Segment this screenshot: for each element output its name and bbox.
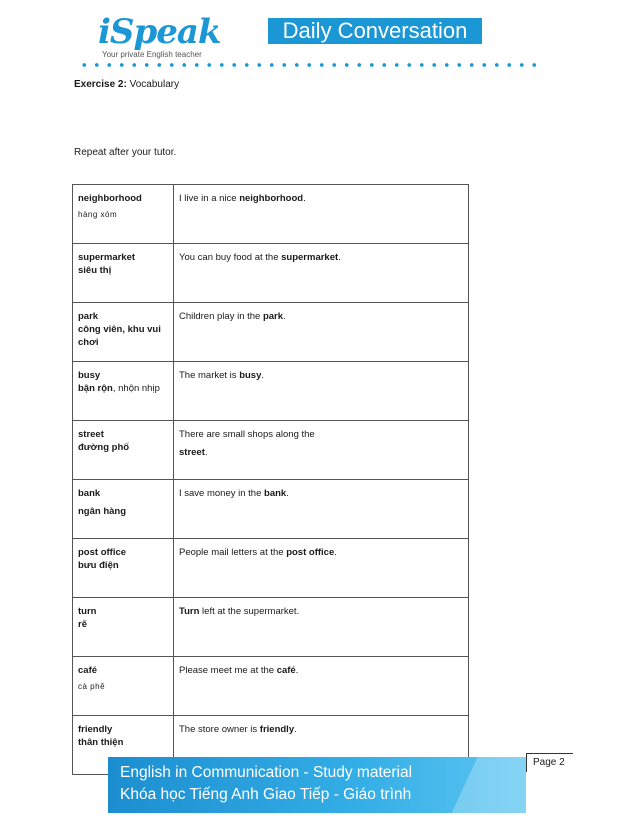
example-cell: [174, 303, 469, 362]
example-keyword: bank: [264, 488, 287, 499]
example-text: The market is: [179, 370, 240, 381]
vocab-word: busy: [78, 370, 101, 381]
vocabulary-table: [72, 184, 469, 775]
vocab-translation: công viên, khu vui chơi: [78, 324, 161, 348]
term-cell: [73, 657, 174, 716]
example-text-end: .: [303, 193, 306, 204]
example-keyword: post office: [286, 547, 335, 558]
exercise-label: Exercise 2:: [74, 79, 127, 90]
example-keyword: park: [262, 311, 284, 322]
term-cell: [73, 598, 174, 657]
vocab-translation-main: bận rộn: [78, 383, 113, 394]
example-text: I live in a nice: [179, 193, 240, 204]
example-keyword: busy: [239, 370, 262, 381]
example-text: I save money in the: [179, 488, 265, 499]
example-text: Children play in the: [179, 311, 263, 322]
term-cell: [73, 480, 174, 539]
table-row: [73, 657, 469, 716]
footer-line-english: English in Communication - Study material: [120, 764, 413, 781]
vocab-translation: rẽ: [78, 619, 87, 630]
example-keyword: Turn: [179, 606, 200, 617]
vocab-translation: cà phê: [78, 682, 106, 691]
example-cell: [174, 598, 469, 657]
vocab-word: café: [78, 665, 98, 676]
vocab-translation: đường phố: [78, 442, 130, 453]
logo-tagline: Your private English teacher: [102, 50, 202, 59]
vocab-word: supermarket: [78, 252, 136, 263]
table-row: [73, 480, 469, 539]
vocab-word: neighborhood: [78, 193, 142, 204]
exercise-title: Vocabulary: [126, 79, 180, 90]
table-row: [73, 303, 469, 362]
instruction-text: Repeat after your tutor.: [74, 147, 177, 158]
example-text-end: .: [286, 488, 289, 499]
term-cell: [73, 244, 174, 303]
vocab-translation: siêu thị: [78, 265, 112, 276]
footer-banner: [108, 757, 526, 813]
example-keyword: supermarket: [281, 252, 339, 263]
term-cell: [73, 539, 174, 598]
footer-line-vietnamese: Khóa học Tiếng Anh Giao Tiếp - Giáo trình: [120, 786, 412, 803]
table-row: [73, 539, 469, 598]
vocab-translation: hàng xóm: [78, 210, 118, 219]
example-text: You can buy food at the: [179, 252, 282, 263]
table-row: [73, 362, 469, 421]
vocab-translation: [78, 382, 169, 395]
example-text: Please meet me at the: [179, 665, 277, 676]
logo-wordmark: iSpeak: [98, 12, 221, 52]
dotted-divider: [78, 62, 544, 68]
example-keyword: friendly: [259, 724, 295, 735]
example-keyword: street: [179, 447, 205, 458]
isperak-logo: [98, 12, 221, 60]
vocab-translation: ngân hàng: [78, 506, 127, 517]
vocab-word: turn: [78, 606, 97, 617]
example-text-end: .: [295, 665, 299, 676]
vocab-word: street: [78, 429, 104, 440]
term-cell: [73, 421, 174, 480]
page-number: Page 2: [526, 753, 573, 772]
vocab-word: post office: [78, 547, 127, 558]
table-row: [73, 185, 469, 244]
term-cell: [73, 362, 174, 421]
table-row: [73, 421, 469, 480]
example-text-end: left at the supermarket.: [199, 606, 300, 617]
table-row: [73, 598, 469, 657]
example-cell: [174, 244, 469, 303]
example-text-end: .: [261, 370, 265, 381]
term-cell: [73, 303, 174, 362]
example-text: There are small shops along the: [179, 429, 315, 440]
example-cell: [174, 480, 469, 539]
header-title-badge: Daily Conversation: [268, 18, 482, 44]
example-cell: [174, 539, 469, 598]
example-keyword: café: [276, 665, 296, 676]
example-text-end: .: [204, 447, 208, 458]
vocab-translation-extra: , nhộn nhịp: [112, 383, 160, 394]
term-cell: [73, 185, 174, 244]
vocab-word: bank: [78, 488, 101, 499]
example-cell: [174, 421, 469, 480]
example-text-end: .: [334, 547, 337, 558]
exercise-heading: [74, 79, 179, 90]
example-text-end: .: [294, 724, 297, 735]
example-text: The store owner is: [179, 724, 260, 735]
vocab-translation: bưu điện: [78, 560, 119, 571]
vocab-word: park: [78, 311, 99, 322]
table-row: [73, 244, 469, 303]
example-text: People mail letters at the: [179, 547, 287, 558]
example-text-end: .: [283, 311, 286, 322]
example-cell: [174, 657, 469, 716]
example-keyword: neighborhood: [239, 193, 304, 204]
vocab-translation: thân thiện: [78, 737, 124, 748]
example-text-end: .: [338, 252, 341, 263]
vocab-word: friendly: [78, 724, 113, 735]
example-cell: [174, 185, 469, 244]
example-cell: [174, 362, 469, 421]
